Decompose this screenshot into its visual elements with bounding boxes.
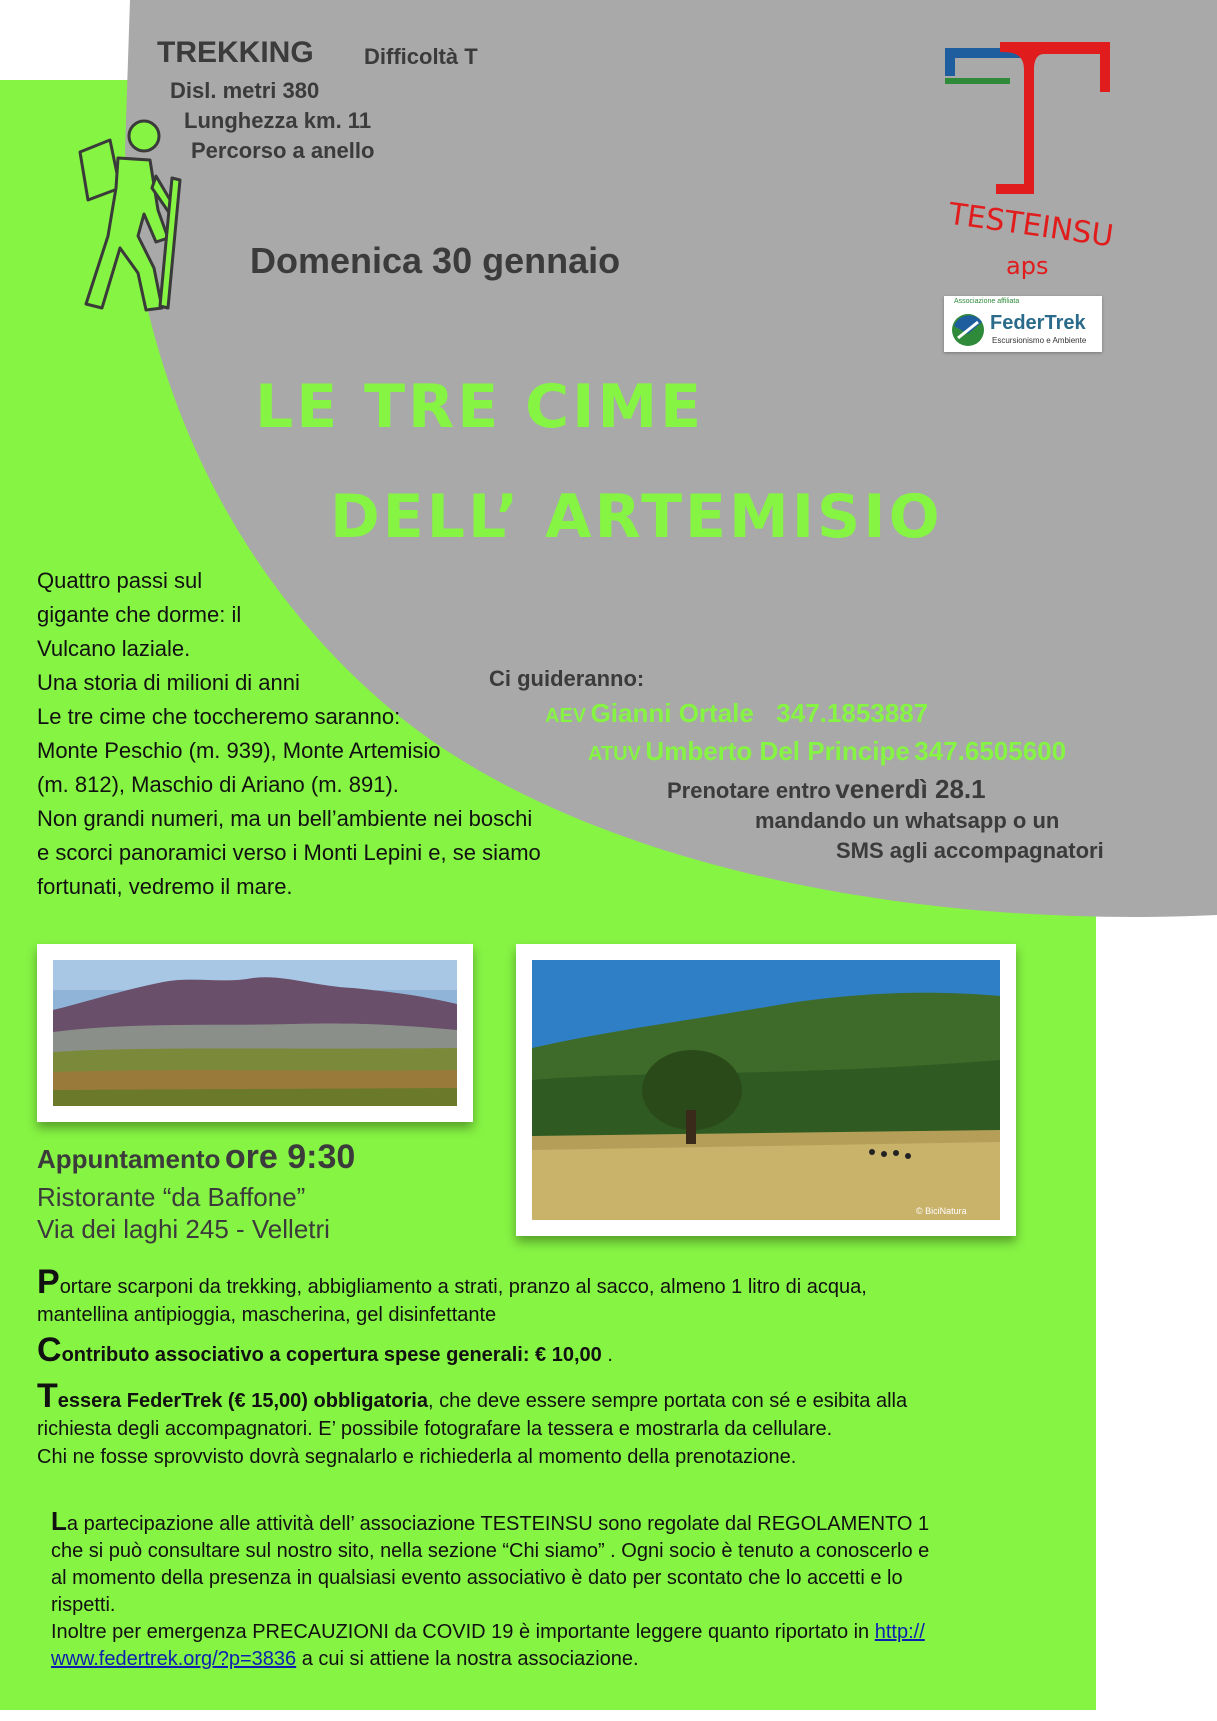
rules-line-5: Inoltre per emergenza PRECAUZIONI da COVID 19 è importante leggere quanto riportato in: [51, 1621, 870, 1643]
bring-initial: P: [37, 1263, 60, 1301]
event-title-line-1: LE TRE CIME: [255, 372, 705, 442]
federtrek-globe-icon: [950, 312, 986, 348]
booking-method-2: SMS agli accompagnatori: [836, 838, 1104, 863]
rules-line-1: a partecipazione alle attività dell’ associazione TESTEINSU sono regolate dal REGOLAMENTO 1: [66, 1513, 930, 1535]
rules-paragraph: [51, 1508, 929, 1673]
guide-1-prefix: AEV: [545, 705, 587, 727]
rules-line-2: che si può consultare sul nostro sito, nella sezione “Chi siamo” . Ogni socio è tenuto a conoscerlo e: [51, 1540, 930, 1562]
guide-1: [545, 698, 928, 729]
fee-text: ontributo associativo a copertura spese generali: € 10,00: [61, 1344, 602, 1366]
testeinsu-logo-text: TESTEINSU: [946, 196, 1116, 255]
intro-line: Non grandi numeri, ma un bell’ambiente nei boschi: [37, 806, 533, 831]
intro-line: gigante che dorme: il: [37, 602, 242, 627]
rules-initial: L: [51, 1506, 67, 1536]
testeinsu-logo-icon: [940, 36, 1120, 206]
card-rest: , che deve essere sempre portata con sé e esibita alla: [427, 1390, 908, 1412]
federtrek-logo-top: Associazione affiliata: [954, 298, 1020, 305]
federtrek-logo: [944, 296, 1102, 352]
covid-link-part-1[interactable]: http://: [874, 1621, 925, 1643]
rules-line-3: al momento della presenza in qualsiasi evento associativo è dato per scontato che lo accetti e lo: [51, 1567, 903, 1589]
rules-line-6: a cui si attiene la nostra associazione.: [296, 1648, 639, 1670]
bring-line-2: mantellina antipioggia, mascherina, gel disinfettante: [37, 1304, 497, 1326]
hiker-icon: [58, 118, 198, 318]
event-date: Domenica 30 gennaio: [250, 240, 621, 281]
card-paragraph: [37, 1377, 908, 1471]
testeinsu-logo-suffix: aps: [1006, 252, 1049, 280]
intro-line: Monte Peschio (m. 939), Monte Artemisio: [37, 738, 441, 763]
intro-line: Le tre cime che toccheremo saranno:: [37, 704, 401, 729]
fee-end: .: [601, 1344, 613, 1366]
elevation-label: Disl. metri 380: [170, 78, 320, 103]
meeting-label: Appuntamento: [37, 1144, 221, 1174]
card-bold: essera FederTrek (€ 15,00) obbligatoria: [57, 1390, 428, 1412]
meadow-image: [532, 960, 1000, 1220]
meeting-place: Ristorante “da Baffone”: [37, 1182, 306, 1212]
meeting-address: Via dei laghi 245 - Velletri: [37, 1214, 330, 1244]
length-label: Lunghezza km. 11: [184, 108, 372, 133]
guide-1-name: Gianni Ortale: [590, 698, 754, 728]
fee-paragraph: [37, 1331, 613, 1369]
intro-line: fortunati, vedremo il mare.: [37, 874, 293, 899]
trekking-label: TREKKING: [157, 36, 314, 69]
booking-date: venerdì 28.1: [835, 774, 986, 804]
intro-line: Una storia di milioni di anni: [37, 670, 300, 695]
intro-line: Vulcano laziale.: [37, 636, 191, 661]
photo-credit: © BiciNatura: [916, 1206, 967, 1216]
event-title-line-2: DELL’ ARTEMISIO: [330, 482, 943, 552]
fee-initial: C: [37, 1331, 62, 1369]
federtrek-logo-sub: Escursionismo e Ambiente: [992, 336, 1087, 345]
route-label: Percorso a anello: [191, 138, 375, 163]
card-line-3: Chi ne fosse sprovvisto dovrà segnalarlo e richiederla al momento della prenotazione.: [37, 1446, 797, 1468]
guides-heading: Ci guideranno:: [489, 666, 645, 691]
guide-2-name: Umberto Del Principe: [645, 736, 910, 766]
meeting-hour: ore 9:30: [224, 1138, 356, 1176]
guide-1-phone: 347.1853887: [776, 698, 929, 728]
meeting-time: [37, 1138, 355, 1177]
rules-line-4: rispetti.: [51, 1594, 116, 1616]
photo-panorama: [37, 944, 473, 1122]
intro-line: e scorci panoramici verso i Monti Lepini e, se siamo: [37, 840, 541, 865]
card-initial: T: [37, 1377, 58, 1415]
intro-line: Quattro passi sul: [37, 568, 203, 593]
intro-text: [37, 564, 541, 904]
federtrek-logo-name: FederTrek: [990, 312, 1086, 334]
booking-prefix: Prenotare entro: [667, 778, 831, 803]
bring-line-1: ortare scarponi da trekking, abbigliamento a strati, pranzo al sacco, almeno 1 litro di acqua,: [59, 1276, 867, 1298]
photo-meadow: [516, 944, 1016, 1236]
card-line-2: richiesta degli accompagnatori. E’ possibile fotografare la tessera e mostrarla da cellulare.: [37, 1418, 833, 1440]
intro-line: (m. 812), Maschio di Ariano (m. 891).: [37, 772, 399, 797]
guide-2-phone: 347.6505600: [914, 736, 1067, 766]
booking-deadline: [667, 774, 986, 805]
guide-2: [588, 736, 1066, 767]
guide-2-prefix: ATUV: [588, 743, 641, 765]
booking-method-1: mandando un whatsapp o un: [755, 808, 1060, 833]
bring-paragraph: [37, 1263, 867, 1329]
panorama-image: [53, 960, 457, 1106]
covid-link-part-2[interactable]: www.federtrek.org/?p=3836: [51, 1648, 297, 1670]
difficulty-label: Difficoltà T: [364, 44, 478, 69]
